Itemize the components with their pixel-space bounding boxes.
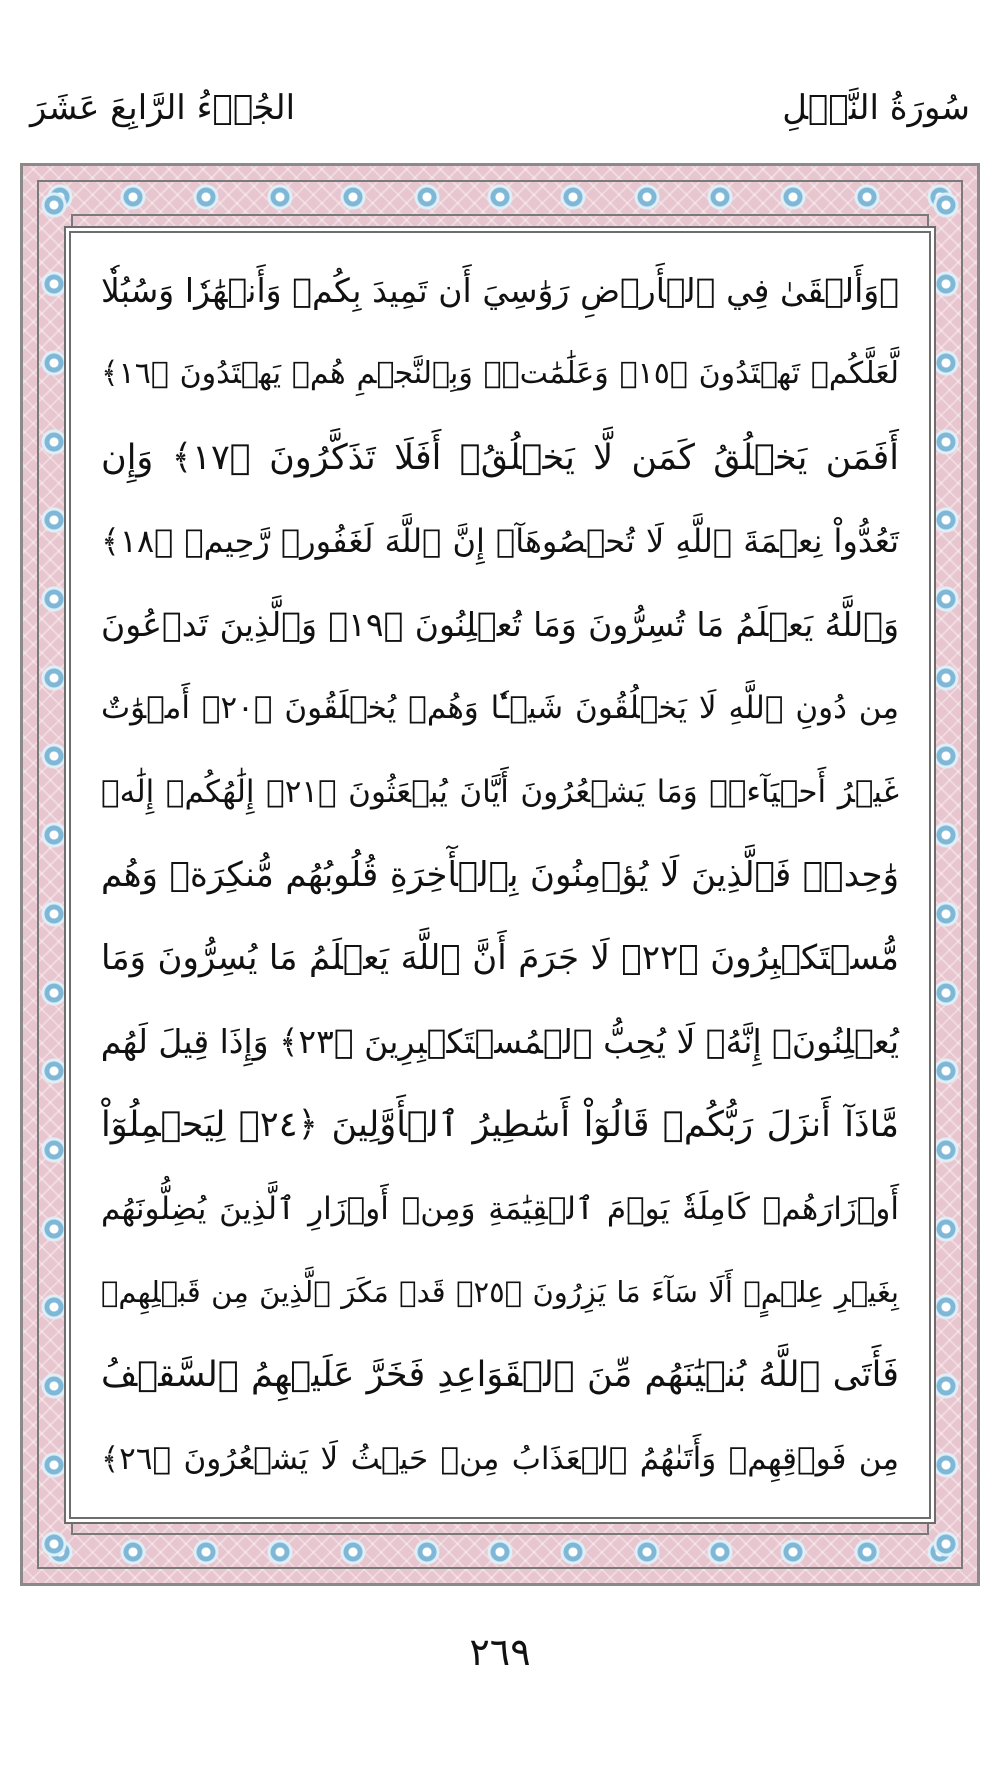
page-number: ٢٦٩: [469, 1630, 531, 1674]
verse-line: أَفَمَن يَخۡلُقُ كَمَن لَّا يَخۡلُقُۚ أَفَلَا تَذَكَّرُونَ ﴿١٧﴾ وَإِن: [101, 437, 900, 478]
juz-name: الجُزۡءُ الرَّابِعَ عَشَرَ: [30, 88, 296, 128]
verse-line: غَيۡرُ أَحۡيَآءٖۖ وَمَا يَشۡعُرُونَ أَيَّانَ يُبۡعَثُونَ ﴿٢١﴾ إِلَٰهُكُمۡ إِلَٰهٞ: [101, 773, 900, 810]
verse-line: مُّسۡتَكۡبِرُونَ ﴿٢٢﴾ لَا جَرَمَ أَنَّ ٱللَّهَ يَعۡلَمُ مَا يُسِرُّونَ وَمَا: [101, 938, 899, 979]
verse-line: أَوۡزَارَهُمۡ كَامِلَةٗ يَوۡمَ ٱلۡقِيَٰمَةِ وَمِنۡ أَوۡزَارِ ٱلَّذِينَ يُضِلُّونَهُم: [101, 1190, 899, 1227]
verse-line: ۞وَأَلۡقَىٰ فِي ٱلۡأَرۡضِ رَوَٰسِيَ أَن تَمِيدَ بِكُمۡ وَأَنۡهَٰرٗا وَسُبُلٗا: [101, 271, 899, 310]
verse-line: مَّاذَآ أَنزَلَ رَبُّكُمۡ قَالُوٓاْ أَسَٰطِيرُ ٱلۡأَوَّلِينَ ﴿٢٤﴾ لِيَحۡمِلُوٓاْ: [101, 1105, 899, 1146]
verse-line: مِن فَوۡقِهِمۡ وَأَتَىٰهُمُ ٱلۡعَذَابُ مِنۡ حَيۡثُ لَا يَشۡعُرُونَ ﴿٢٦﴾: [101, 1440, 899, 1477]
verse-line: تَعُدُّواْ نِعۡمَةَ ٱللَّهِ لَا تُحۡصُوهَآۗ إِنَّ ٱللَّهَ لَغَفُورٞ رَّحِيمٞ ﴿١٨﴾: [101, 522, 899, 561]
verse-line: بِغَيۡرِ عِلۡمٍۗ أَلَا سَآءَ مَا يَزِرُونَ ﴿٢٥﴾ قَدۡ مَكَرَ ٱلَّذِينَ مِن قَبۡلِهِمۡ: [101, 1275, 900, 1310]
verse-line: وَٰحِدٞۚ فَٱلَّذِينَ لَا يُؤۡمِنُونَ بِٱلۡأٓخِرَةِ قُلُوبُهُم مُّنكِرَةٞ وَهُم: [101, 854, 899, 895]
verse-line: لَّعَلَّكُمۡ تَهۡتَدُونَ ﴿١٥﴾ وَعَلَٰمَٰتٖۚ وَبِٱلنَّجۡمِ هُمۡ يَهۡتَدُونَ ﴿١٦﴾: [101, 356, 900, 392]
verse-line: وَٱللَّهُ يَعۡلَمُ مَا تُسِرُّونَ وَمَا تُعۡلِنُونَ ﴿١٩﴾ وَٱلَّذِينَ تَدۡعُونَ: [101, 604, 899, 644]
verse-line: يُعۡلِنُونَۚ إِنَّهُۥ لَا يُحِبُّ ٱلۡمُسۡتَكۡبِرِينَ ﴿٢٣﴾ وَإِذَا قِيلَ لَهُم: [100, 1021, 899, 1061]
verse-lines: [101, 261, 899, 1489]
verse-line: فَأَتَى ٱللَّهُ بُنۡيَٰنَهُم مِّنَ ٱلۡقَوَاعِدِ فَخَرَّ عَلَيۡهِمُ ٱلسَّقۡفُ: [101, 1355, 899, 1396]
page-header: [20, 78, 980, 148]
text-panel: [69, 231, 931, 1519]
verse-line: مِن دُونِ ٱللَّهِ لَا يَخۡلُقُونَ شَيۡـٔٗا وَهُمۡ يُخۡلَقُونَ ﴿٢٠﴾ أَمۡوَٰتٌ: [101, 690, 899, 727]
surah-name: سُورَةُ النَّحۡلِ: [782, 88, 970, 128]
